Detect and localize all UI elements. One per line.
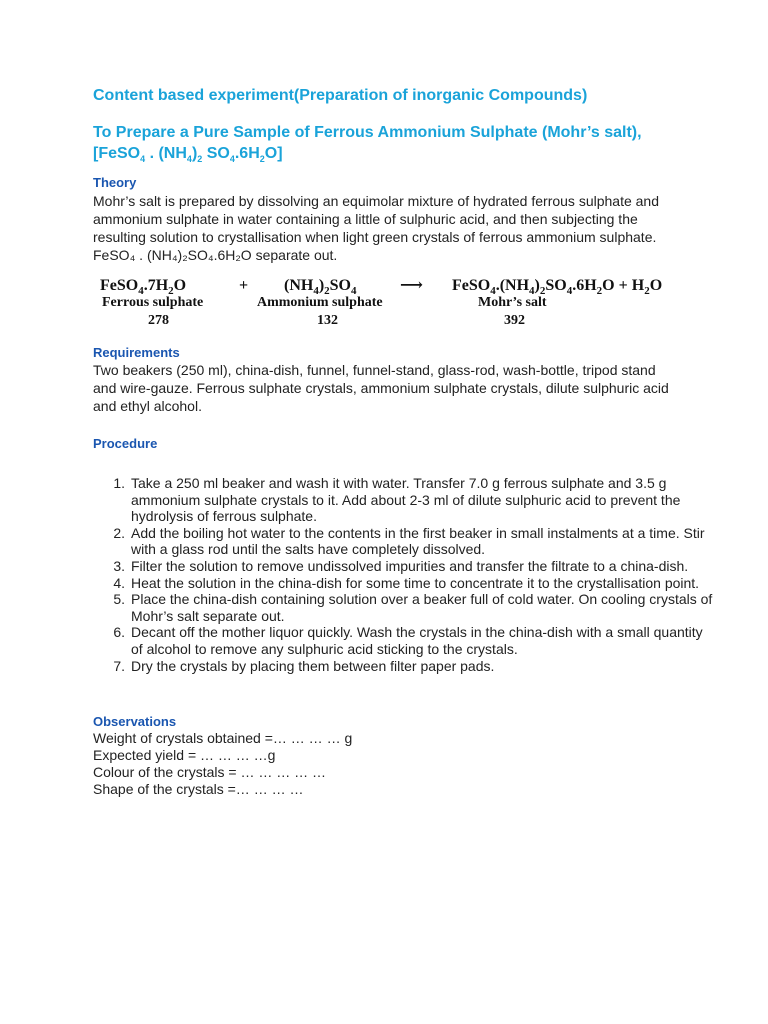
- requirements-text: Two beakers (250 ml), china-dish, funnel, funnel-stand, glass-rod, wash-bottle, tripod stand and wire-gauze. Ferrous sulphate crystals, ammonium sulphate crystals, dilute sulphuric acid and ethyl alcohol.: [93, 362, 669, 414]
- observation-line: Expected yield = … … … …g: [93, 747, 276, 763]
- procedure-heading: Procedure: [93, 436, 158, 451]
- procedure-step: Place the china-dish containing solution over a beaker full of cold water. On cooling crystals of Mohr’s salt separate out.: [131, 591, 713, 624]
- observations-heading: Observations: [93, 714, 177, 729]
- observation-line: Shape of the crystals =… … … …: [93, 781, 304, 797]
- procedure-step: Take a 250 ml beaker and wash it with water. Transfer 7.0 g ferrous sulphate and 3.5 g ammonium sulphate crystals to it. Add about 2-3 ml of dilute sulphuric acid to prevent the hydrolysis of ferrous sulphate.: [131, 475, 681, 525]
- theory-heading: Theory: [93, 175, 137, 190]
- reactant1-name: Ferrous sulphate: [102, 295, 204, 310]
- product-name: Mohr’s salt: [478, 295, 547, 310]
- reaction-equation: [93, 272, 693, 334]
- product-mass: 392: [504, 313, 525, 328]
- requirements-heading: Requirements: [93, 345, 180, 360]
- procedure-step: Decant off the mother liquor quickly. Wash the crystals in the china-dish with a small quantity of alcohol to remove any sulphuric acid sticking to the crystals.: [131, 624, 703, 657]
- reactant2-formula: $(NH_4)_2SO_4$: [284, 277, 357, 298]
- reactant1-mass: 278: [148, 313, 169, 328]
- procedure-step: Filter the solution to remove undissolved impurities and transfer the filtrate to a china-dish.: [131, 557, 689, 574]
- procedure-step: Heat the solution in the china-dish for some time to concentrate it to the crystallisation point.: [131, 574, 700, 591]
- reactant2-mass: 132: [317, 313, 338, 328]
- observation-line: Weight of crystals obtained =… … … … g: [93, 730, 353, 746]
- page-title: Content based experiment(Preparation of inorganic Compounds): [93, 87, 588, 104]
- theory-text: Mohr’s salt is prepared by dissolving an equimolar mixture of hydrated ferrous sulphate and ammonium sulphate in water containing a little of sulphuric acid, and then subjecting the resulting solution to crystallisation when light green crystals of ferrous ammonium sulphate. FeSO₄ . (NH₄)₂SO₄.6H₂O separate out.: [93, 193, 660, 263]
- reaction-arrow: ⟶: [400, 277, 423, 294]
- plus-sign: +: [239, 277, 249, 294]
- observation-line: Colour of the crystals = … … … … …: [93, 764, 327, 780]
- procedure-step: Dry the crystals by placing them between filter paper pads.: [131, 657, 495, 674]
- observations-list: [93, 730, 352, 798]
- procedure-step: Add the boiling hot water to the contents in the first beaker in small instalments at a time. Stir with a glass rod until the salts have completely dissolved.: [131, 524, 705, 558]
- reactant1-formula: $FeSO_4.7H_2O$: [100, 277, 187, 298]
- product-formula: $FeSO_4.(NH_4)_2SO_4.6H_2O + H_2O$: [452, 277, 663, 298]
- procedure-steps: [93, 475, 716, 674]
- aim-heading: To Prepare a Pure Sample of Ferrous Ammonium Sulphate (Mohr’s salt), [FeSO$_4$ . $(NH_4)_2$ $SO_4.6H_2O$]: [93, 124, 642, 165]
- reactant2-name: Ammonium sulphate: [257, 295, 383, 310]
